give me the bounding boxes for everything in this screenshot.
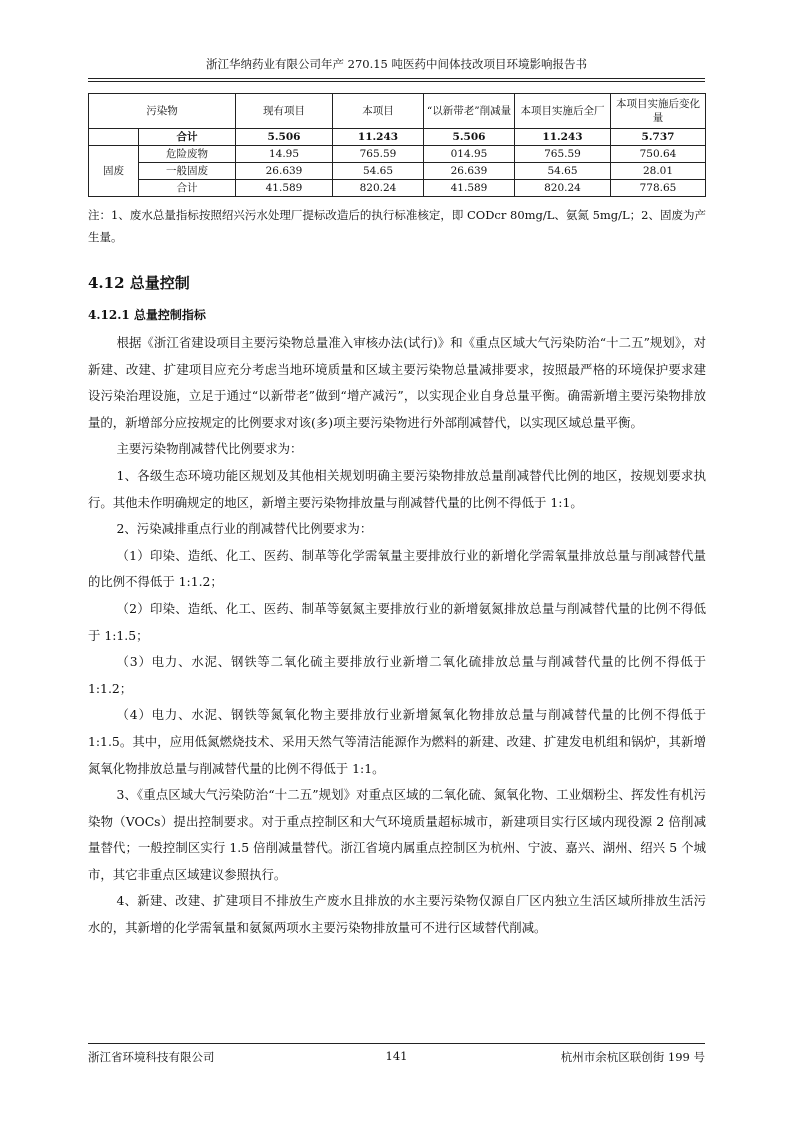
pollutant-table	[88, 93, 706, 197]
table-row	[89, 129, 706, 146]
table-row	[89, 180, 706, 197]
table-row	[89, 146, 706, 163]
table-header-cell: 现有项目	[236, 94, 333, 129]
paragraph: （2）印染、造纸、化工、医药、制革等氨氮主要排放行业的新增氨氮排放总量与削减替代量的比例不得低于 1:1.5；	[88, 600, 706, 643]
header-title: 浙江华纳药业有限公司年产 270.15 吨医药中间体技改项目环境影响报告书	[205, 57, 588, 71]
paragraph: 1、各级生态环境功能区规划及其他相关规划明确主要污染物排放总量削减替代比例的地区，按规划要求执行。其他未作明确规定的地区，新增主要污染物排放量与削减替代量的比例不得低于 1:1。	[88, 467, 706, 510]
page-number: 141	[385, 1049, 408, 1063]
table-cell: 5.506	[424, 129, 515, 146]
table-cell: 5.737	[611, 129, 706, 146]
table-cell: 11.243	[515, 129, 611, 146]
footer-company: 浙江省环境科技有限公司	[88, 1050, 215, 1064]
table-cell: 820.24	[515, 180, 611, 197]
table-header-row	[89, 94, 706, 129]
table-cell: 54.65	[515, 163, 611, 180]
footer-address: 杭州市余杭区联创街 199 号	[560, 1050, 705, 1064]
table-group-cell: 固废	[89, 146, 139, 197]
table-header-cell: “以新带老”削减量	[424, 94, 515, 129]
table-cell: 820.24	[333, 180, 424, 197]
table-note: 注：1、废水总量指标按照绍兴污水处理厂提标改造后的执行标准核定，即 CODcr 80mg/L、氨氮 5mg/L；2、固废为产生量。	[88, 208, 706, 244]
page-header	[88, 56, 705, 79]
subsection-heading: 4.12.1 总量控制指标	[88, 308, 206, 322]
table-row	[89, 163, 706, 180]
table-header-cell: 污染物	[89, 94, 236, 129]
table-cell: 合计	[139, 129, 236, 146]
table-cell: 一般固废	[139, 163, 236, 180]
paragraph: 根据《浙江省建设项目主要污染物总量准入审核办法(试行)》和《重点区域大气污染防治“十二五”规划》，对新建、改建、扩建项目应充分考虑当地环境质量和区域主要污染物总量减排要求，按照最严格的环境保护要求建设污染治理设施，立足于通过“以新带老”做到“增产减污”，以实现企业自身总量平衡。确需新增主要污染物排放量的，新增部分应按规定的比例要求对该(多)项主要污染物进行外部削减替代，以实现区域总量平衡。	[88, 335, 706, 430]
table-cell: 5.506	[236, 129, 333, 146]
paragraph: 2、污染减排重点行业的削减替代比例要求为：	[116, 521, 373, 537]
table-cell: 26.639	[424, 163, 515, 180]
table-cell: 014.95	[424, 146, 515, 163]
body-text	[88, 330, 706, 942]
section-heading: 4.12 总量控制	[88, 274, 190, 292]
table-cell: 11.243	[333, 129, 424, 146]
table-cell: 26.639	[236, 163, 333, 180]
paragraph: （4）电力、水泥、钢铁等氮氧化物主要排放行业新增氮氧化物排放总量与削减替代量的比例不得低于 1:1.5。其中，应用低氮燃烧技术、采用天然气等清洁能源作为燃料的新建、改建、扩建发电机组和锅炉，其新增氮氧化物排放总量与削减替代量的比例不得低于 1:1。	[88, 707, 706, 776]
table-cell: 41.589	[236, 180, 333, 197]
table-cell: 14.95	[236, 146, 333, 163]
table-cell: 778.65	[611, 180, 706, 197]
table-cell: 54.65	[333, 163, 424, 180]
paragraph: （1）印染、造纸、化工、医药、制革等化学需氧量主要排放行业的新增化学需氧量排放总量与削减替代量的比例不得低于 1:1.2；	[88, 547, 706, 590]
table-cell: 合计	[139, 180, 236, 197]
table-header-cell: 本项目实施后全厂	[515, 94, 611, 129]
table-cell	[89, 129, 139, 146]
table-header-cell: 本项目	[333, 94, 424, 129]
table-cell: 765.59	[515, 146, 611, 163]
table-cell: 危险废物	[139, 146, 236, 163]
paragraph: 主要污染物削减替代比例要求为：	[116, 441, 303, 457]
table-header-cell: 本项目实施后变化量	[611, 94, 706, 129]
table-cell: 750.64	[611, 146, 706, 163]
paragraph: 3、《重点区域大气污染防治“十二五”规划》对重点区域的二氧化硫、氮氧化物、工业烟粉尘、挥发性有机污染物（VOCs）提出控制要求。对于重点控制区和大气环境质量超标城市，新建项目实行区域内现役源 2 倍削减量替代；一般控制区实行 1.5 倍削减量替代。浙江省境内属重点控制区为杭州、宁波、嘉兴、湖州、绍兴 5 个城市，其它非重点区域建议参照执行。	[88, 787, 706, 882]
table-cell: 41.589	[424, 180, 515, 197]
page-footer	[88, 1043, 705, 1066]
table-cell: 28.01	[611, 163, 706, 180]
paragraph: （3）电力、水泥、钢铁等二氧化硫主要排放行业新增二氧化硫排放总量与削减替代量的比例不得低于 1:1.2；	[88, 654, 706, 696]
paragraph: 4、新建、改建、扩建项目不排放生产废水且排放的水主要污染物仅源自厂区内独立生活区域所排放生活污水的，其新增的化学需氧量和氨氮两项水主要污染物排放量可不进行区域替代削减。	[88, 893, 706, 936]
table-cell: 765.59	[333, 146, 424, 163]
